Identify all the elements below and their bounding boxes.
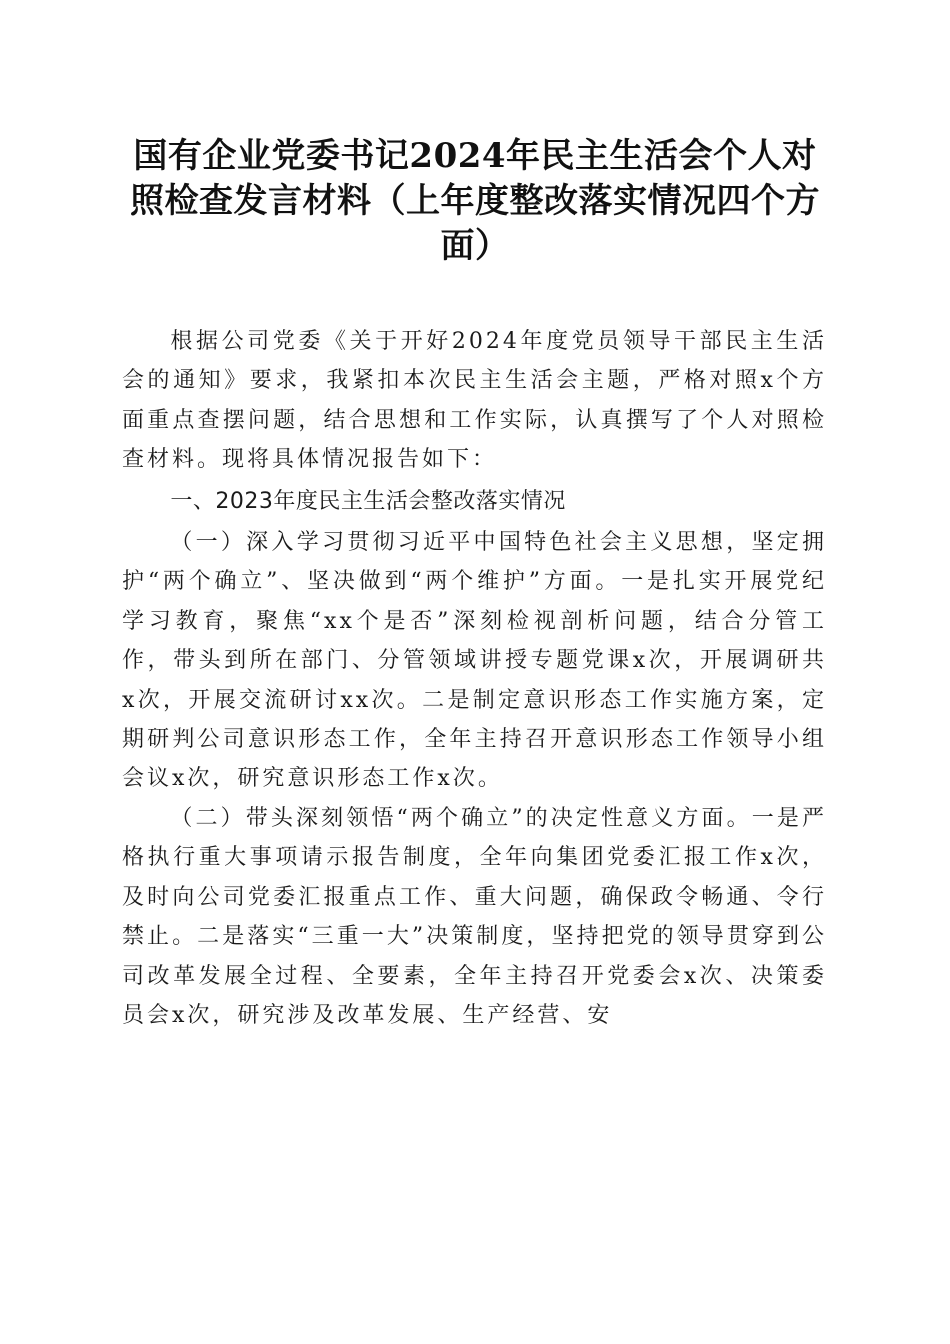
section-heading: 一、2023年度民主生活会整改落实情况	[170, 488, 566, 514]
subsection-1-paragraph: （一）深入学习贯彻习近平中国特色社会主义思想，坚定拥护“两个确立”、坚决做到“两个维护”方面。一是扎实开展党纪学习教育，聚焦“xx个是否”深刻检视剖析问题，结合分管工作，带头到所在部门、分管领域讲授专题党课x次，开展调研共x次，开展交流研讨xx次。二是制定意识形态工作实施方案，定期研判公司意识形态工作，全年主持召开意识形态工作领导小组会议x次，研究意识形态工作x次。	[122, 530, 827, 792]
document-body	[122, 322, 827, 1035]
intro-paragraph: 根据公司党委《关于开好2024年度党员领导干部民主生活会的通知》要求，我紧扣本次民主生活会主题，严格对照x个方面重点查摆问题，结合思想和工作实际，认真撰写了个人对照检查材料。现将具体情况报告如下：	[122, 329, 827, 473]
subsection-2-paragraph: （二）带头深刻领悟“两个确立”的决定性意义方面。一是严格执行重大事项请示报告制度，全年向集团党委汇报工作x次，及时向公司党委汇报重点工作、重大问题，确保政令畅通、令行禁止。二是落实“三重一大”决策制度，坚持把党的领导贯穿到公司改革发展全过程、全要素，全年主持召开党委会x次、决策委员会x次，研究涉及改革发展、生产经营、安	[122, 805, 827, 1028]
document-title: 国有企业党委书记2024年民主生活会个人对照检查发言材料（上年度整改落实情况四个方面）	[130, 136, 820, 266]
